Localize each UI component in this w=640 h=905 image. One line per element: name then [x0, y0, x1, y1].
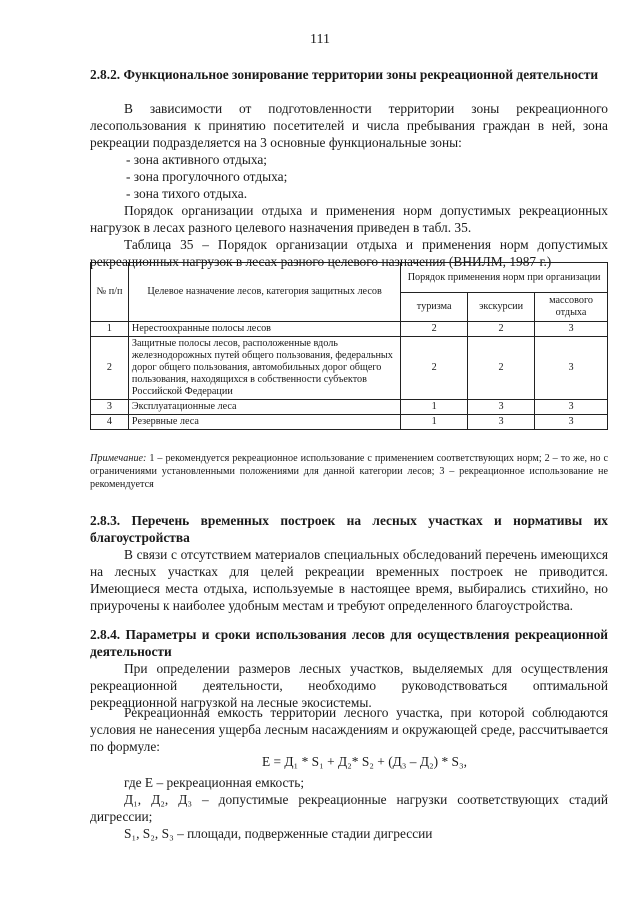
table-reference-paragraph: Порядок организации отдыха и применения норм допустимых рекреационных нагрузок в лесах разного целевого назначения приведен в табл. 35. [90, 203, 608, 235]
table-caption: Таблица 35 – Порядок организации отдыха и применения норм допустимых рекреационных нагрузок в лесах разного целевого назначения (ВНИЛМ, 1987 г.) [90, 237, 608, 269]
zone-list-item: - зона тихого отдыха. [126, 186, 248, 201]
note-label: Примечание: [90, 453, 147, 464]
row-number: 3 [91, 400, 129, 415]
formula-definition: где Е – рекреационная емкость; [124, 775, 305, 790]
row-number: 2 [91, 337, 129, 400]
formula-definition: S₁, S₂, S₃ – площади, подверженные стадии дигрессии [124, 826, 433, 841]
recreation-norms-table [90, 262, 608, 430]
cell-excursion: 3 [468, 400, 535, 415]
column-header-purpose: Целевое назначение лесов, категория защитных лесов [128, 263, 400, 322]
row-purpose: Эксплуатационные леса [128, 400, 400, 415]
formula-definition: Д₁, Д₂, Д₃ – допустимые рекреационные нагрузки соответствующих стадий дигрессии; [90, 792, 608, 824]
cell-mass-recreation: 3 [535, 415, 608, 430]
table-row [91, 322, 608, 337]
zone-list-item: - зона прогулочного отдыха; [126, 169, 288, 184]
cell-excursion: 2 [468, 337, 535, 400]
cell-mass-recreation: 3 [535, 322, 608, 337]
cell-excursion: 2 [468, 322, 535, 337]
cell-mass-recreation: 3 [535, 400, 608, 415]
cell-excursion: 3 [468, 415, 535, 430]
cell-tourism: 1 [401, 415, 468, 430]
row-number: 1 [91, 322, 129, 337]
row-purpose: Резервные леса [128, 415, 400, 430]
page-number: 111 [310, 32, 330, 47]
capacity-formula: Е = Д₁ * S₁ + Д₂* S₂ + (Д₃ – Д₂) * S₃, [262, 754, 467, 769]
column-header-order: Порядок применения норм при организации [401, 263, 608, 293]
column-header-mass-recreation: массового отдыха [535, 293, 608, 322]
column-header-number: № п/п [91, 263, 129, 322]
section-2-8-4-paragraph: При определении размеров лесных участков, выделяемых для осуществления рекреационной деятельности, необходимо руководствоваться оптимальной рекреационной нагрузкой на лесные экосистемы. [90, 661, 608, 710]
cell-mass-recreation: 3 [535, 337, 608, 400]
capacity-paragraph: Рекреационная емкость территории лесного участка, при которой соблюдаются условия не нанесения ущерба лесным насаждениям и окружающей среде, рассчитывается по формуле: [90, 705, 608, 754]
section-2-8-2-heading: 2.8.2. Функциональное зонирование территории зоны рекреационной деятельности [90, 67, 599, 82]
section-2-8-2-paragraph: В зависимости от подготовленности территории зоны рекреационного лесопользования к принятию посетителей и числа пребывания граждан в ней, зона рекреации подразделяется на 3 основные функциональные зоны: [90, 101, 608, 150]
section-2-8-3-paragraph: В связи с отсутствием материалов специальных обследований перечень имеющихся на лесных участках для целей рекреации временных построек не приводится. Имеющиеся места отдыха, используемые в настоящее время, выбирались стихийно, но приурочены к наиболее удобным местам и требуют определенного благоустройства. [90, 547, 608, 613]
table-note [90, 452, 608, 491]
section-2-8-4-heading: 2.8.4. Параметры и сроки использования лесов для осуществления рекреационной деятельности [90, 627, 608, 659]
cell-tourism: 1 [401, 400, 468, 415]
table-row [91, 400, 608, 415]
cell-tourism: 2 [401, 337, 468, 400]
table-row [91, 337, 608, 400]
zone-list-item: - зона активного отдыха; [126, 152, 268, 167]
row-purpose: Нерестоохранные полосы лесов [128, 322, 400, 337]
cell-tourism: 2 [401, 322, 468, 337]
row-purpose: Защитные полосы лесов, расположенные вдоль железнодорожных путей общего пользования, федеральных дорог общего пользования, автомобильных дорог общего пользования, находящихся в собственности субъектов Российской Федерации [128, 337, 400, 400]
table-row [91, 415, 608, 430]
note-text: 1 – рекомендуется рекреационное использование с применением соответствующих норм; 2 – то же, но с ограничениями установленными положениями для данной категории лесов; 3 – рекреационное использование не рекомендуется [90, 453, 608, 490]
row-number: 4 [91, 415, 129, 430]
section-2-8-3-heading: 2.8.3. Перечень временных построек на лесных участках и нормативы их благоустройства [90, 513, 608, 545]
table-header-row [91, 263, 608, 293]
column-header-tourism: туризма [401, 293, 468, 322]
column-header-excursion: экскурсии [468, 293, 535, 322]
